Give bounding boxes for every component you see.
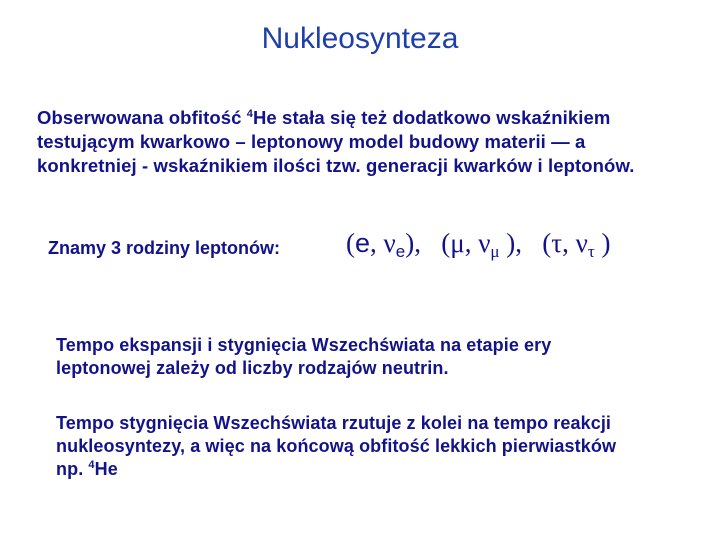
paren: (: [346, 228, 355, 258]
paragraph-line: [37, 106, 707, 130]
paren: ),: [499, 228, 543, 258]
paragraph-line: Tempo stygnięcia Wszechświata rzutuje z kolei na tempo reakcji: [56, 413, 612, 433]
paragraph-line: nukleosyntezy, a więc na końcową obfitość lekkich pierwiastków: [56, 436, 617, 456]
separator: ,: [464, 228, 479, 258]
neutrino-symbol: ν: [383, 228, 396, 258]
separator: ,: [562, 228, 576, 258]
neutrino-subscript: τ: [587, 242, 595, 261]
lepton-families-label: Znamy 3 rodziny leptonów:: [48, 238, 281, 258]
superscript-mass-number: 4: [246, 107, 253, 120]
paragraph-line: konkretniej - wskaźnikiem ilości tzw. generacji kwarków i leptonów.: [37, 155, 635, 176]
paren: ),: [405, 228, 442, 258]
neutrino-subscript: μ: [490, 242, 500, 261]
neutrino-symbol: ν: [478, 228, 491, 258]
paragraph-helium-abundance: [37, 106, 707, 178]
electron-symbol: e: [355, 228, 371, 258]
paren: (: [441, 228, 451, 258]
paragraph-cooling-rate: [56, 412, 696, 481]
paragraph-line: Tempo ekspansji i stygnięcia Wszechświata na etapie ery: [56, 335, 552, 355]
paren: (: [542, 228, 552, 258]
text-fragment: He stała się też dodatkowo wskaźnikiem: [252, 107, 611, 128]
neutrino-subscript: e: [395, 242, 406, 261]
text-fragment: He: [94, 459, 118, 479]
paragraph-expansion-rate: [56, 334, 696, 380]
paragraph-line: [56, 458, 696, 481]
text-fragment: Obserwowana obfitość: [37, 107, 247, 128]
slide-title: Nukleosynteza: [261, 22, 459, 55]
paragraph-line: leptonowej zależy od liczby rodzajów neutrin.: [56, 358, 449, 378]
lepton-families-formula: [346, 228, 610, 259]
separator: ,: [370, 228, 384, 258]
muon-symbol: μ: [450, 228, 465, 258]
paren: ): [594, 228, 611, 258]
tau-symbol: τ: [551, 228, 563, 258]
paragraph-line: testującym kwarkowo – leptonowy model budowy materii — a: [37, 131, 586, 152]
superscript-mass-number: 4: [88, 459, 95, 471]
neutrino-symbol: ν: [575, 228, 588, 258]
text-fragment: np.: [56, 459, 89, 479]
